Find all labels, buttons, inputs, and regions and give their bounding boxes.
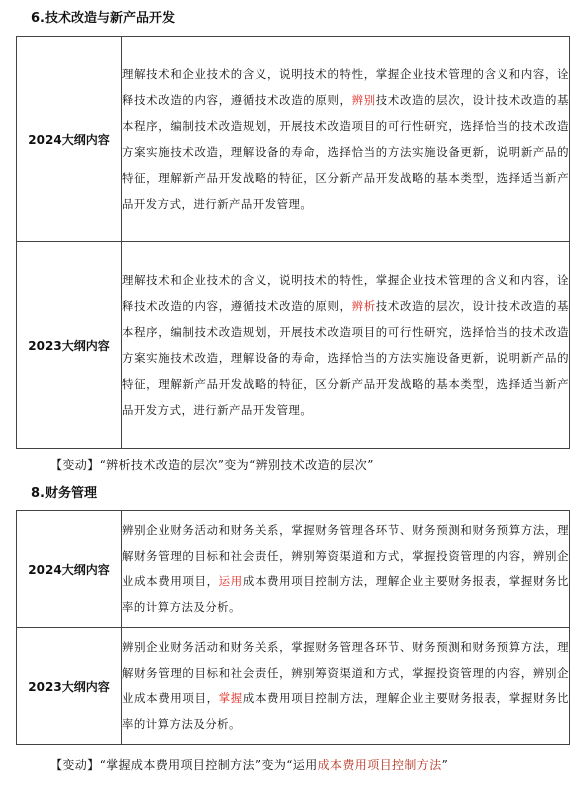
changed-word: 运用 (218, 574, 243, 588)
change-note-suffix: ” (441, 758, 449, 772)
section-6-title: 6.技术改造与新产品开发 (31, 11, 175, 26)
section-6-change-note: 【变动】“辨析技术改造的层次”变为“辨别技术改造的层次” (50, 458, 374, 472)
change-note-prefix: 【变动】“掌握成本费用项目控制方法”变为“运用 (50, 758, 318, 772)
changed-word: 掌握 (218, 691, 243, 705)
row-content-2024 (122, 37, 570, 242)
row-content-2023 (122, 628, 570, 745)
changed-word: 辨别 (351, 93, 376, 107)
row-label-2023: 2023大纲内容 (17, 242, 122, 449)
row-label-2023: 2023大纲内容 (17, 628, 122, 745)
changed-word: 辨析 (351, 299, 376, 313)
content-text: 技术改造的层次，设计技术改造的基本程序，编制技术改造规划，开展技术改造项目的可行性研究，选择恰当的技术改造方案实施技术改造，理解设备的寿命，选择恰当的方法实施设备更新，说明新产品的特征，理解新产品开发战略的特征，区分新产品开发战略的基本类型，选择适当新产品开发方式，进行新产品开发管理。 (122, 299, 569, 417)
content-text: 辨别企业财务活动和财务关系，掌握财务管理各环节、财务预测和财务预算方法，理解财务管理的目标和社会责任，辨别筹资渠道和方式，掌握投资管理的内容，辨别企业成本费用项目， (122, 640, 569, 705)
row-content-2024 (122, 511, 570, 628)
section-6-table (16, 36, 570, 449)
section-8-title: 8.财务管理 (31, 486, 97, 501)
content-text: 理解技术和企业技术的含义，说明技术的特性，掌握企业技术管理的含义和内容，诠释技术改造的内容，遵循技术改造的原则， (122, 67, 569, 107)
row-label-2024: 2024大纲内容 (17, 511, 122, 628)
table-row (17, 628, 570, 745)
section-8-change-note (50, 757, 448, 773)
table-row (17, 37, 570, 242)
section-8-table (16, 510, 570, 745)
row-content-2023 (122, 242, 570, 449)
content-text: 成本费用项目控制方法，理解企业主要财务报表，掌握财务比率的计算方法及分析。 (122, 691, 569, 731)
content-text: 技术改造的层次，设计技术改造的基本程序，编制技术改造规划，开展技术改造项目的可行性研究，选择恰当的技术改造方案实施技术改造，理解设备的寿命，选择恰当的方法实施设备更新，说明新产品的特征，理解新产品开发战略的特征，区分新产品开发战略的基本类型，选择适当新产品开发方式，进行新产品开发管理。 (122, 93, 569, 211)
table-row (17, 242, 570, 449)
table-row (17, 511, 570, 628)
change-note-highlight: 成本费用项目控制方法 (317, 758, 442, 772)
row-label-2024: 2024大纲内容 (17, 37, 122, 242)
content-text: 辨别企业财务活动和财务关系，掌握财务管理各环节、财务预测和财务预算方法，理解财务管理的目标和社会责任，辨别筹资渠道和方式，掌握投资管理的内容，辨别企业成本费用项目， (122, 523, 569, 588)
content-text: 成本费用项目控制方法，理解企业主要财务报表，掌握财务比率的计算方法及分析。 (122, 574, 569, 614)
content-text: 理解技术和企业技术的含义，说明技术的特性，掌握企业技术管理的含义和内容，诠释技术改造的内容，遵循技术改造的原则， (122, 273, 569, 313)
